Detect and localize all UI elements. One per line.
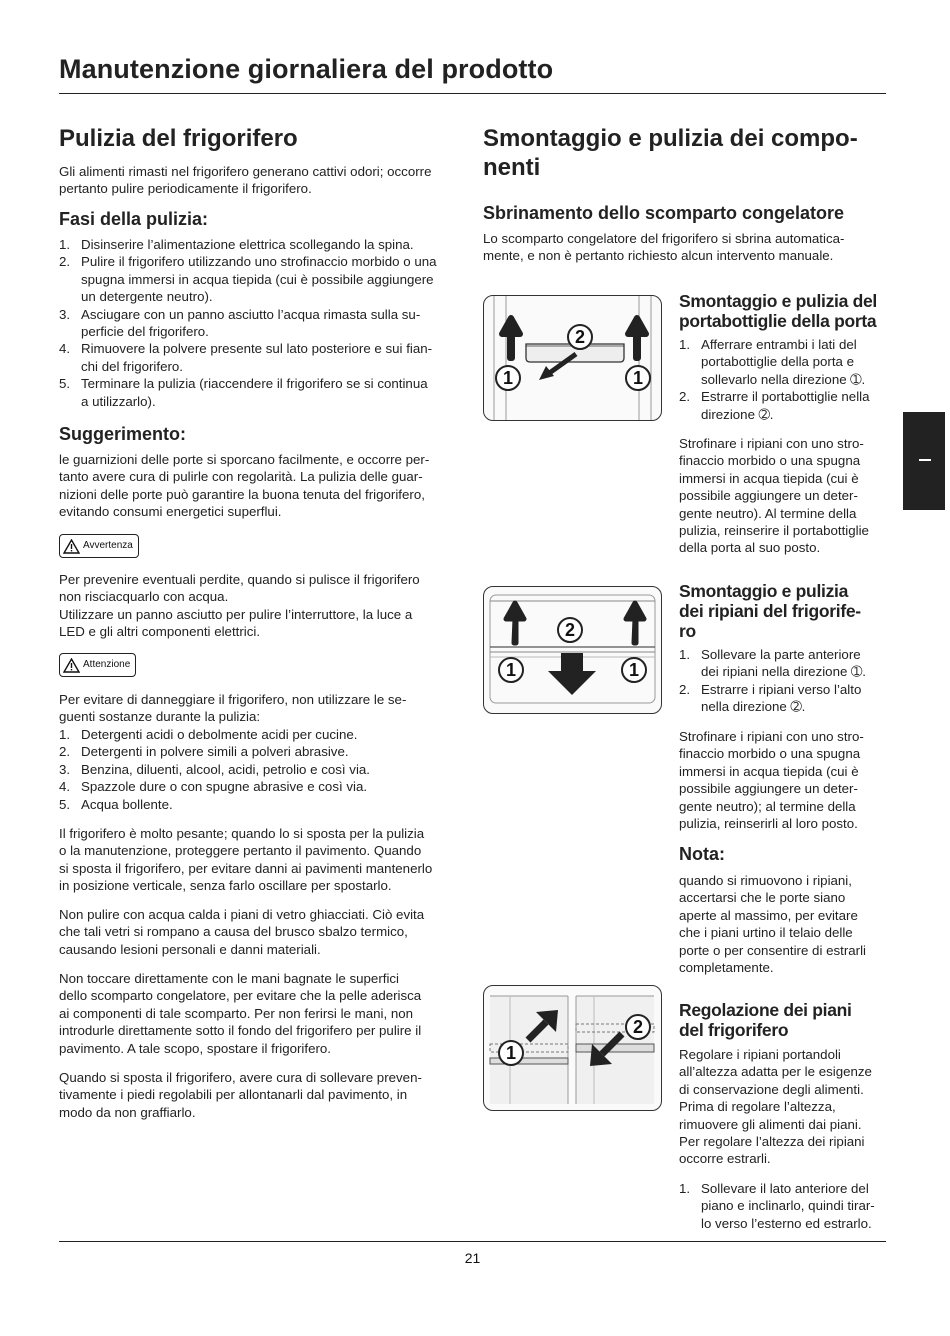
tip-text: le guarnizioni delle porte si sporcano facilmente, e occorre per- tanto avere cura di pulirle con regolarità. La pulizia delle guar- nizioni delle porte può garantire la buona tenuta del frigorifero, evitando consumi energetici superflui. — [59, 452, 430, 520]
tab-dash — [919, 459, 931, 461]
list-item: 2. Estrarre i ripiani verso l’alto nella direzione ➁. — [679, 681, 862, 715]
list-item: 5. Terminare la pulizia (riaccendere il frigorifero se si continua a utilizzarlo). — [59, 376, 428, 409]
cleaning-heading: Pulizia del frigorifero — [59, 125, 298, 152]
defrost-text: Lo scomparto congelatore del frigorifero si sbrina automatica- mente, e non è pertanto richiesto alcun intervento manuale. — [483, 231, 845, 264]
caution-list — [59, 726, 464, 813]
bottle-cleaning-text: Strofinare i ripiani con uno stro- finaccio morbido o una spugna immersi in acqua tiepida (cui è possibile aggiungere un deter- gente neutro). Al termine della pulizia, reinserire il portabottiglie della porta al suo posto. — [679, 436, 869, 556]
list-item: 4. Spazzole dure o con spugne abrasive e così via. — [59, 779, 368, 795]
caution-intro: Per evitare di danneggiare il frigorifero, non utilizzare le se- guenti sostanze durante la pulizia: — [59, 692, 407, 725]
page-title: Manutenzione giornaliera del prodotto — [59, 54, 554, 84]
note-text: quando si rimuovono i ripiani, accertarsi che le porte siano aperte al massimo, per evitare che i piani urtino il telaio delle porte o per consentire di estrarli completamente. — [679, 873, 866, 976]
shelf-adjust-heading: Regolazione dei piani del frigorifero — [679, 1000, 852, 1040]
warning-triangle-icon — [63, 658, 80, 673]
caution-badge: Attenzione — [59, 653, 136, 677]
step-1-marker: 1 — [498, 657, 524, 683]
step-1-marker: 1 — [625, 365, 651, 391]
list-item: 1. Sollevare la parte anteriore dei ripiani nella direzione ➀. — [679, 647, 866, 680]
cleaning-intro: Gli alimenti rimasti nel frigorifero generano cattivi odori; occorre pertanto pulire periodicamente il frigorifero. — [59, 164, 432, 197]
shelf-removal-figure — [483, 586, 662, 714]
note-heading: Nota: — [679, 844, 725, 864]
list-item: 2. Pulire il frigorifero utilizzando uno strofinaccio morbido o una spugna immersi in acqua tiepida (cui è possibile aggiungere un detergente neutro). — [59, 254, 437, 305]
list-item: 1. Detergenti acidi o debolmente acidi per cucine. — [59, 727, 358, 742]
list-item: 2. Estrarre il portabottiglie nella direzione ➁. — [679, 389, 870, 422]
step-1-marker: 1 — [621, 657, 647, 683]
bottle-steps-list — [679, 336, 894, 423]
top-divider — [59, 93, 886, 94]
shelf-adjust-steps — [679, 1180, 894, 1232]
warning-badge: Avvertenza — [59, 534, 139, 558]
bottle-holder-heading: Smontaggio e pulizia del portabottiglie della porta — [679, 291, 877, 331]
disassembly-heading: Smontaggio e pulizia dei compo- nenti — [483, 125, 858, 181]
shelf-removal-heading: Smontaggio e pulizia dei ripiani del frigorife- ro — [679, 581, 861, 641]
moving-paragraph: Il frigorifero è molto pesante; quando lo si sposta per la pulizia o la manutenzione, proteggere pertanto il pavimento. Quando si sposta il frigorifero, per evitare danni ai pavimenti mantenerlo in posizione verticale, senza farlo oscillare per spostarlo. — [59, 826, 433, 894]
bottle-holder-figure — [483, 295, 662, 421]
steps-heading: Fasi della pulizia: — [59, 209, 209, 229]
glass-paragraph: Non pulire con acqua calda i piani di vetro ghiacciati. Ciò evita che tali vetri si rompano a causa del brusco sbalzo termico, causando lesioni personali e danni materiali. — [59, 907, 425, 957]
shelf-cleaning-text: Strofinare i ripiani con uno stro- finaccio morbido o una spugna immersi in acqua tiepida (cui è possibile aggiungere un deter- gente neutro); al termine della pulizia, reinserirli al loro posto. — [679, 729, 864, 832]
warning-text: Per prevenire eventuali perdite, quando si pulisce il frigorifero non risciacquarlo con acqua. Utilizzare un panno asciutto per pulire l’interruttore, la luce a LED e gli altri componenti elettrici. — [59, 572, 420, 640]
shelf-steps-list — [679, 646, 894, 716]
list-item: 5. Acqua bollente. — [59, 796, 173, 812]
step-2-marker: 2 — [557, 617, 583, 643]
freezer-paragraph: Non toccare direttamente con le mani bagnate le superfici dello scomparto congelatore, per evitare che la pelle aderisca ai componenti di tale scomparto. Per non ferirsi le mani, non introdurle direttamente sotto il fondo del frigorifero per pulire il pavimento. A tale scopo, spostare il frigorifero. — [59, 971, 422, 1056]
step-2-marker: 2 — [567, 324, 593, 350]
shelf-adjust-text: Regolare i ripiani portandoli all’altezza adatta per le esigenze di conservazione degli alimenti. Prima di regolare l’altezza, rimuovere gli alimenti dai piani. Per regolare l’altezza dei ripiani occorre estrarli. — [679, 1047, 872, 1167]
section-tab — [903, 412, 945, 510]
list-item: 3. Benzina, diluenti, alcool, acidi, petrolio e così via. — [59, 761, 370, 777]
tip-heading: Suggerimento: — [59, 424, 187, 444]
warning-triangle-icon — [63, 539, 80, 554]
step-1-marker: 1 — [498, 1040, 524, 1066]
page-number: 21 — [464, 1250, 481, 1266]
bottom-divider — [59, 1241, 886, 1242]
list-item: 3. Asciugare con un panno asciutto l’acqua rimasta sulla su- perficie del frigorifero. — [59, 306, 421, 340]
list-item: 1. Disinserire l’alimentazione elettrica scollegando la spina. — [59, 237, 414, 252]
list-item: 1. Afferrare entrambi i lati del portabottiglie della porta e sollevarlo nella direzione ➀. — [679, 337, 866, 387]
step-1-marker: 1 — [495, 365, 521, 391]
defrost-heading: Sbrinamento dello scomparto congelatore — [483, 203, 845, 223]
shelf-adjust-figure — [483, 985, 662, 1111]
list-item: 4. Rimuovere la polvere presente sul lato posteriore e sui fian- chi del frigorifero. — [59, 341, 433, 374]
feet-paragraph: Quando si sposta il frigorifero, avere cura di sollevare preven- tivamente i piedi regolabili per allontanarli dal pavimento, in modo da non graffiarlo. — [59, 1070, 422, 1120]
cleaning-steps-list — [59, 236, 464, 410]
list-item: 2. Detergenti in polvere simili a polveri abrasive. — [59, 744, 349, 760]
list-item: 1. Sollevare il lato anteriore del piano e inclinarlo, quindi tirar- lo verso l’esterno ed estrarlo. — [679, 1181, 875, 1231]
step-2-marker: 2 — [625, 1014, 651, 1040]
